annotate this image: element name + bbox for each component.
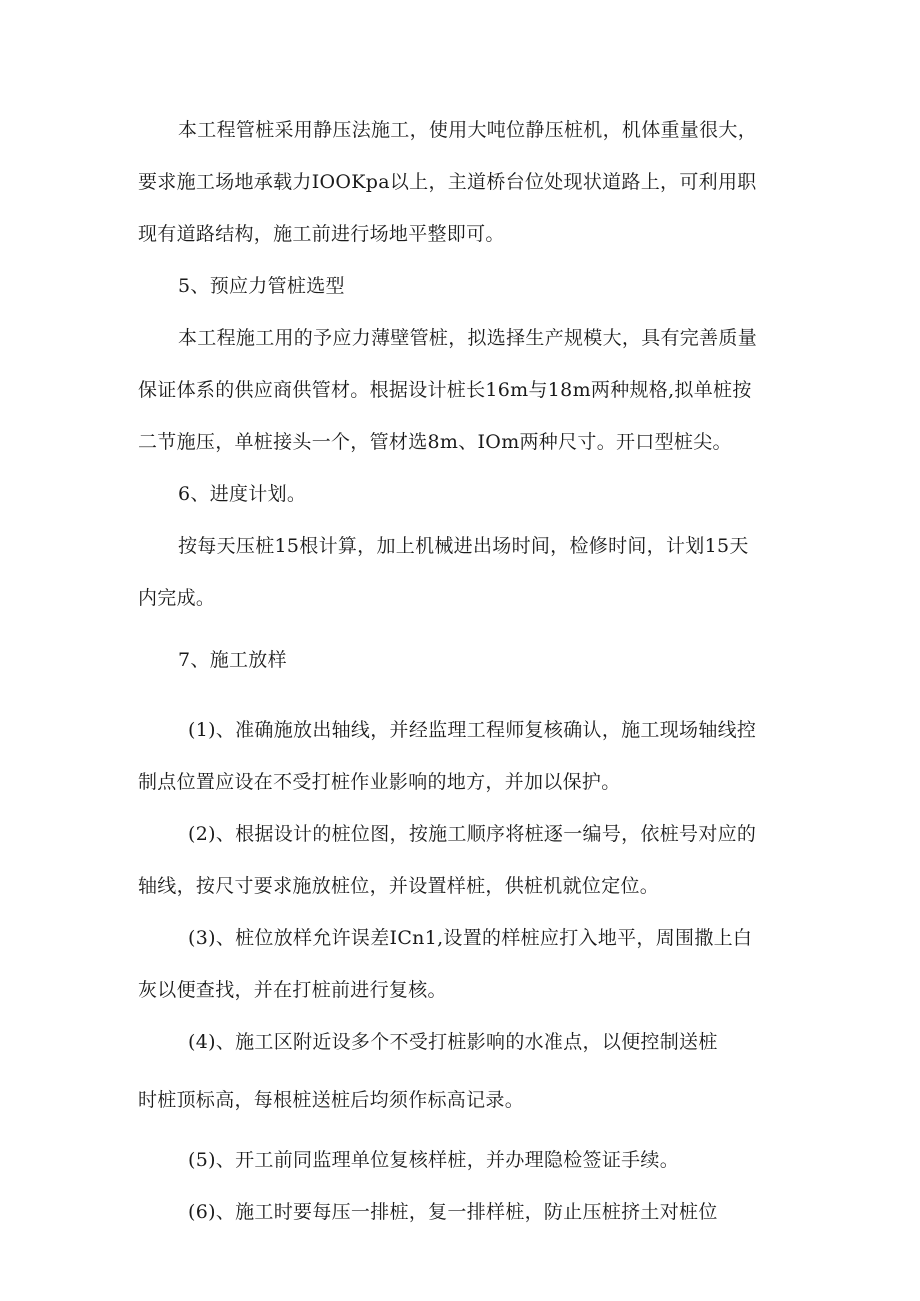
list-item-line: (5)、开工前同监理单位复核样桩，并办理隐检签证手续。	[188, 1149, 680, 1171]
list-item-line: (1)、准确施放出轴线，并经监理工程师复核确认，施工现场轴线控	[188, 719, 757, 741]
paragraph-line: 本工程施工用的予应力薄壁管桩，拟选择生产规模大，具有完善质量	[178, 327, 758, 349]
section-heading: 7、施工放样	[178, 649, 287, 671]
list-item-line: (3)、桩位放样允许误差ICn1,设置的样桩应打入地平，周围撒上白	[188, 927, 753, 949]
list-item-line: (4)、施工区附近设多个不受打桩影响的水准点，以便控制送桩	[188, 1031, 718, 1053]
paragraph-line: 按每天压桩15根计算，加上机械进出场时间，检修时间，计划15天	[178, 535, 749, 557]
list-item-line: 灰以便查找，并在打桩前进行复核。	[138, 979, 447, 1001]
paragraph-line: 二节施压，单桩接头一个，管材选8m、IOm两种尺寸。开口型桩尖。	[138, 431, 732, 453]
list-item-line: 时桩顶标高，每根桩送桩后均须作标高记录。	[138, 1089, 525, 1111]
paragraph-line: 要求施工场地承载力IOOKpa以上，主道桥台位处现状道路上，可利用职	[138, 171, 757, 193]
list-item-line: (6)、施工时要每压一排桩，复一排样桩，防止压桩挤土对桩位	[188, 1201, 718, 1223]
list-item-line: 轴线，按尺寸要求施放桩位，并设置样桩，供桩机就位定位。	[138, 875, 660, 897]
paragraph-line: 内完成。	[138, 587, 216, 609]
section-heading: 5、预应力管桩选型	[178, 275, 345, 297]
section-heading: 6、进度计划。	[178, 483, 307, 505]
list-item-line: 制点位置应设在不受打桩作业影响的地方，并加以保护。	[138, 771, 621, 793]
list-item-line: (2)、根据设计的桩位图，按施工顺序将桩逐一编号，依桩号对应的	[188, 823, 757, 845]
paragraph-line: 保证体系的供应商供管材。根据设计桩长16m与18m两种规格,拟单桩按	[138, 379, 752, 401]
paragraph-line: 现有道路结构，施工前进行场地平整即可。	[138, 223, 505, 245]
paragraph-line: 本工程管桩采用静压法施工，使用大吨位静压桩机，机体重量很大，	[178, 119, 758, 141]
